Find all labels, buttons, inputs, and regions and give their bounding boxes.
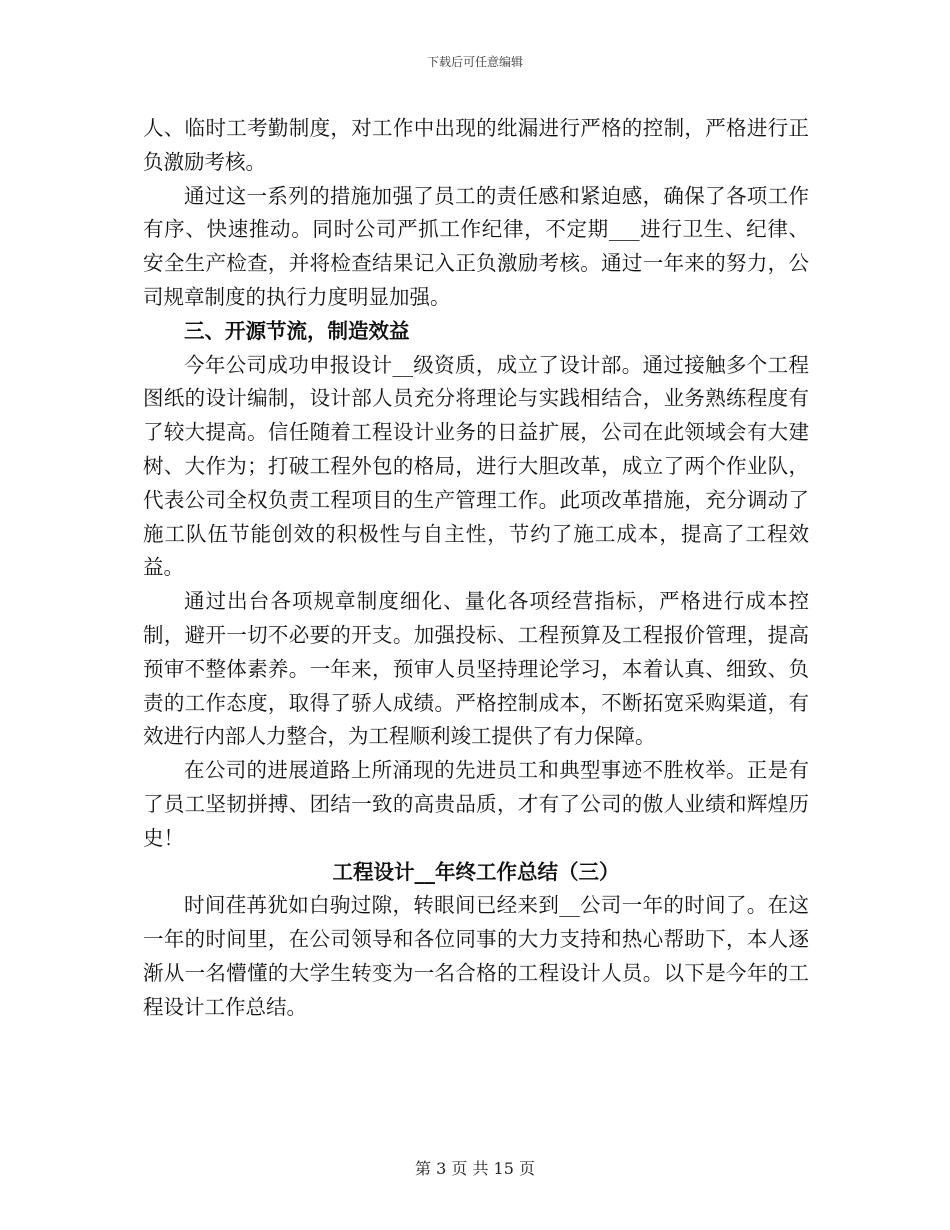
paragraph-design-qualification: 今年公司成功申报设计__级资质，成立了设计部。通过接触多个工程图纸的设计编制，设计部人员充分将理论与实践相结合，业务熟练程度有了较大提高。信任随着工程设计业务的日益扩展，公司在此领域会有大建树、大作为；打破工程外包的格局，进行大胆改革，成立了两个作业队，代表公司全权负责工程项目的生产管理工作。此项改革措施，充分调动了施工队伍节能创效的积极性与自主性，节约了施工成本，提高了工程效益。 — [143, 352, 809, 580]
paragraph-continuation: 人、临时工考勤制度，对工作中出现的纰漏进行严格的控制，严格进行正负激励考核。 — [143, 116, 809, 174]
page-number: 第 3 页 共 15 页 — [415, 1159, 535, 1178]
paragraph-employees: 在公司的进展道路上所涌现的先进员工和典型事迹不胜枚举。正是有了员工坚韧拼搏、团结一致的高贵品质，才有了公司的傲人业绩和辉煌历史！ — [143, 758, 809, 850]
header-note: 下载后可任意编辑 — [426, 55, 523, 69]
document-title: 工程设计__年终工作总结（三） — [332, 859, 620, 884]
paragraph-intro: 时间荏苒犹如白驹过隙，转眼间已经来到__公司一年的时间了。在这一年的时间里，在公司领导和各位同事的大力支持和热心帮助下，本人逐渐从一名懵懂的大学生转变为一名合格的工程设计人员。以下是今年的工程设计工作总结。 — [143, 893, 809, 1019]
paragraph-cost-control: 通过出台各项规章制度细化、量化各项经营指标，严格进行成本控制，避开一切不必要的开支。加强投标、工程预算及工程报价管理，提高预审不整体素养。一年来，预审人员坚持理论学习，本着认真、细致、负责的工作态度，取得了骄人成绩。严格控制成本，不断拓宽采购渠道，有效进行内部人力整合，为工程顺利竣工提供了有力保障。 — [143, 589, 809, 749]
document-body — [143, 112, 809, 1025]
paragraph-measures: 通过这一系列的措施加强了员工的责任感和紧迫感，确保了各项工作有序、快速推动。同时公司严抓工作纪律，不定期___进行卫生、纪律、安全生产检查，并将检查结果记入正负激励考核。通过一年来的努力，公司规章制度的执行力度明显加强。 — [143, 183, 809, 309]
section-heading: 三、开源节流，制造效益 — [184, 318, 410, 343]
